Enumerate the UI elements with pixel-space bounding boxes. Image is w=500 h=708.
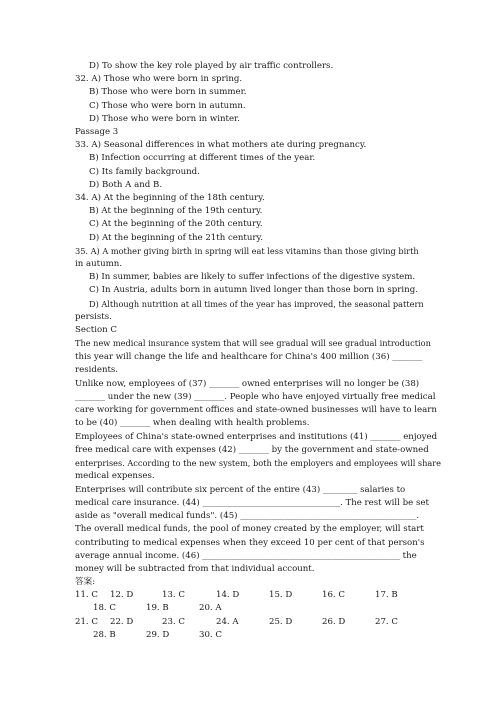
section-c-line: average annual income. (46) ______________________________________________ the [75,551,417,561]
answer-25: 25. D [269,617,293,627]
answer-22: 22. D [110,617,134,627]
q35-option-d-line1: D) Although nutrition at all times of the year has improved, the seasonal pattern [89,299,424,309]
answer-15: 15. D [269,590,293,600]
answers-heading: 答案: [75,577,96,587]
q32-option-d: D) Those who were born in winter. [89,114,240,124]
q32-option-c: C) Those who were born in autumn. [89,101,246,111]
q34-option-d: D) At the beginning of the 21th century. [89,233,263,243]
q33-option-d: D) Both A and B. [89,180,163,190]
answer-21: 21. C [75,617,98,627]
answer-16: 16. C [322,590,345,600]
q35-option-d-line2: persists. [75,312,112,322]
section-c-line: Employees of China's state-owned enterprises and institutions (41) _______ enjoyed [75,432,438,442]
q32-option-b: B) Those who were born in summer. [89,87,247,97]
q35-option-b: B) In summer, babies are likely to suffer infections of the digestive system. [89,272,416,282]
answer-30: 30. C [199,630,222,640]
q32-option-a: 32. A) Those who were born in spring. [75,74,243,84]
q33-option-b: B) Infection occurring at different times of the year. [89,153,316,163]
q33-option-a: 33. A) Seasonal differences in what mothers ate during pregnancy. [75,140,367,150]
section-c-line: residents. [75,365,119,375]
section-c-line: medical care insurance. (44) ________________________________. The rest will be set [75,498,429,508]
section-c-line: Unlike now, employees of (37) _______ owned enterprises will no longer be (38) [75,379,420,389]
section-c-line: enterprises. According to the new system, both the employers and employees will share [75,458,442,468]
section-c-line: free medical care with expenses (42) _______ by the government and state-owned [75,445,429,455]
answer-11: 11. C [75,590,98,600]
answer-23: 23. C [162,617,185,627]
section-c-line: Enterprises will contribute six percent of the entire (43) ________ salaries to [75,485,406,495]
section-c-line: this year will change the life and healthcare for China's 400 million (36) _______ [75,352,423,362]
section-c-line: to be (40) _______ when dealing with health problems. [75,418,310,428]
section-c-heading: Section C [75,325,118,335]
answer-19: 19. B [146,603,169,613]
passage-3-heading: Passage 3 [75,127,119,137]
answer-28: 28. B [93,630,116,640]
section-c-line: The overall medical funds, the pool of money created by the employer, will start [75,524,424,534]
answer-13: 13. C [162,590,185,600]
q35-option-a-line2: in autumn. [75,259,123,269]
q35-option-c: C) In Austria, adults born in autumn lived longer than those born in spring. [89,285,418,295]
q34-option-c: C) At the beginning of the 20th century. [89,219,263,229]
answer-20: 20. A [199,603,222,613]
answer-26: 26. D [322,617,346,627]
q33-option-c: C) Its family background. [89,167,200,177]
q31-option-d: D) To show the key role played by air traffic controllers. [89,61,334,71]
section-c-line: care working for government offices and state-owned businesses will have to learn [75,405,437,415]
q35-option-a-line1: 35. A) A mother giving birth in spring will eat less vitamins than those giving birth [75,246,419,256]
answer-27: 27. C [375,617,398,627]
answer-18: 18. C [93,603,116,613]
section-c-line: _______ under the new (39) _______. People who have enjoyed virtually free medical [75,392,436,402]
q34-option-b: B) At the beginning of the 19th century. [89,206,263,216]
answer-29: 29. D [146,630,170,640]
q34-option-a: 34. A) At the beginning of the 18th century. [75,193,265,203]
section-c-line: money will be subtracted from that individual account. [75,564,315,574]
section-c-line: medical expenses. [75,471,155,481]
section-c-line: aside as "overall medical funds". (45) _________________________________________. [75,511,420,521]
answer-24: 24. A [216,617,239,627]
section-c-line: The new medical insurance system that will see gradual will see gradual introduction [75,338,431,348]
section-c-line: contributing to medical expenses when they exceed 10 per cent of that person's [75,538,425,548]
answer-12: 12. D [110,590,134,600]
answer-17: 17. B [375,590,398,600]
answer-14: 14. D [216,590,240,600]
